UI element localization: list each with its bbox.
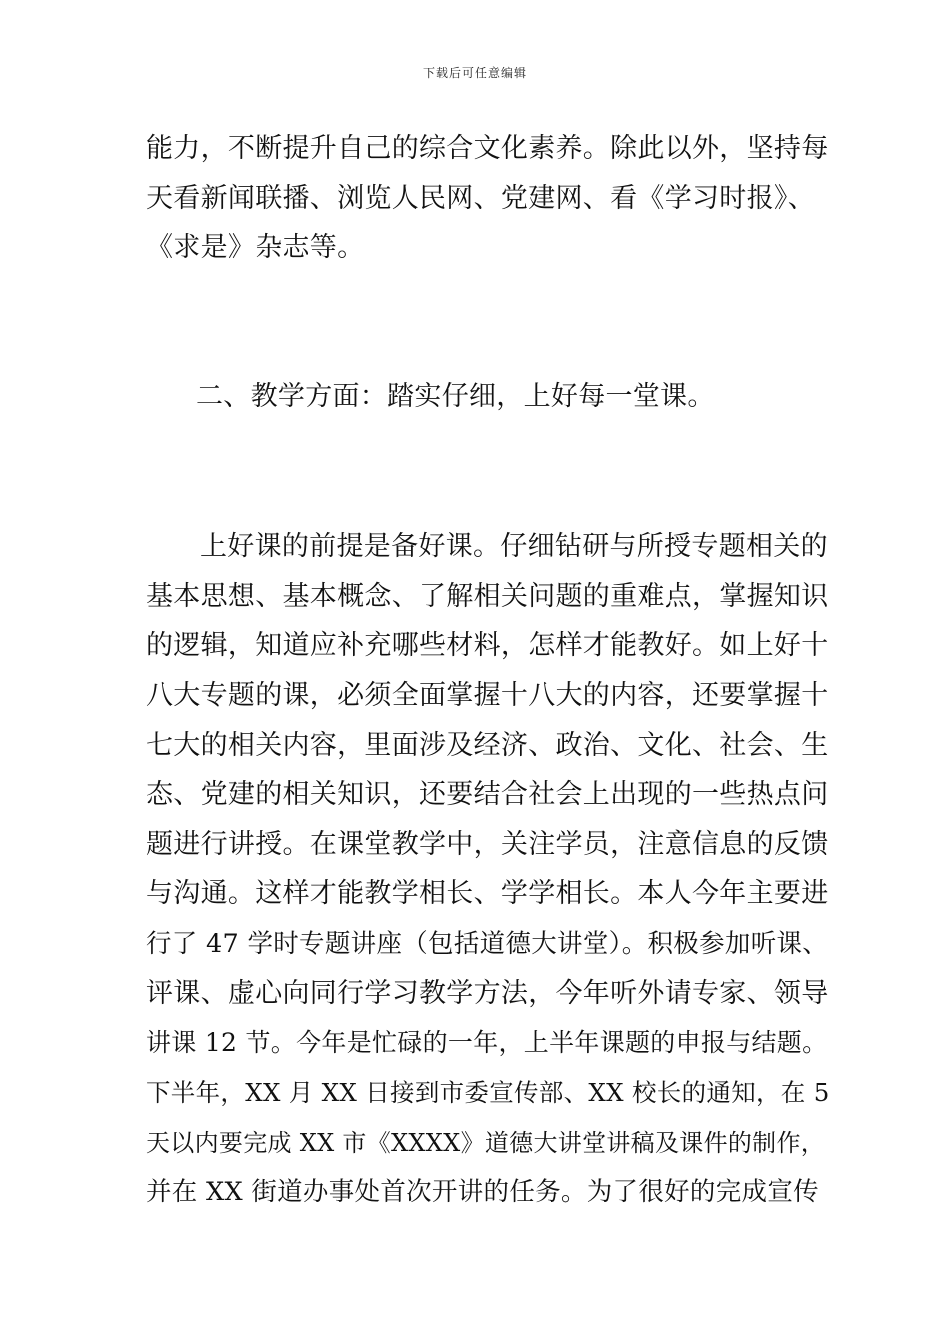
paragraph-3-line-7: 题进行讲授。在课堂教学中，关注学员，注意信息的反馈: [146, 829, 829, 860]
paragraph-3-line-4: 八大专题的课，必须全面掌握十八大的内容，还要掌握十: [146, 680, 829, 711]
paragraph-3-line-6: 态、党建的相关知识，还要结合社会上出现的一些热点问: [146, 779, 829, 810]
paragraph-1-line-3: 《求是》杂志等。: [146, 232, 365, 263]
paragraph-3-line-8: 与沟通。这样才能教学相长、学学相长。本人今年主要进: [146, 878, 829, 909]
section-heading: 二、教学方面：踏实仔细，上好每一堂课。: [196, 381, 715, 412]
paragraph-3-line-5: 七大的相关内容，里面涉及经济、政治、文化、社会、生: [146, 730, 829, 761]
paragraph-3-line-3: 的逻辑，知道应补充哪些材料，怎样才能教好。如上好十: [146, 630, 829, 661]
page-header-note: 下载后可任意编辑: [422, 66, 527, 80]
paragraph-3-line-2: 基本思想、基本概念、了解相关问题的重难点，掌握知识: [146, 581, 829, 612]
paragraph-3-line-9: 行了 47 学时专题讲座（包括道德大讲堂）。积极参加听课、: [146, 929, 829, 959]
paragraph-3-line-11: 讲课 12 节。今年是忙碌的一年，上半年课题的申报与结题。: [146, 1028, 828, 1057]
paragraph-3-line-12: 下半年，XX 月 XX 日接到市委宣传部、XX 校长的通知，在 5: [146, 1078, 830, 1107]
paragraph-3-line-1: 上好课的前提是备好课。仔细钻研与所授专题相关的: [200, 531, 828, 562]
paragraph-3-line-13: 天以内要完成 XX 市《XXXX》道德大讲堂讲稿及课件的制作，: [146, 1129, 826, 1157]
paragraph-3-line-10: 评课、虚心向同行学习教学方法，今年听外请专家、领导: [146, 978, 829, 1009]
paragraph-1-line-1: 能力，不断提升自己的综合文化素养。除此以外，坚持每: [146, 133, 829, 164]
paragraph-3-line-14: 并在 XX 街道办事处首次开讲的任务。为了很好的完成宣传: [146, 1177, 819, 1207]
paragraph-1-line-2: 天看新闻联播、浏览人民网、党建网、看《学习时报》、: [146, 183, 815, 214]
